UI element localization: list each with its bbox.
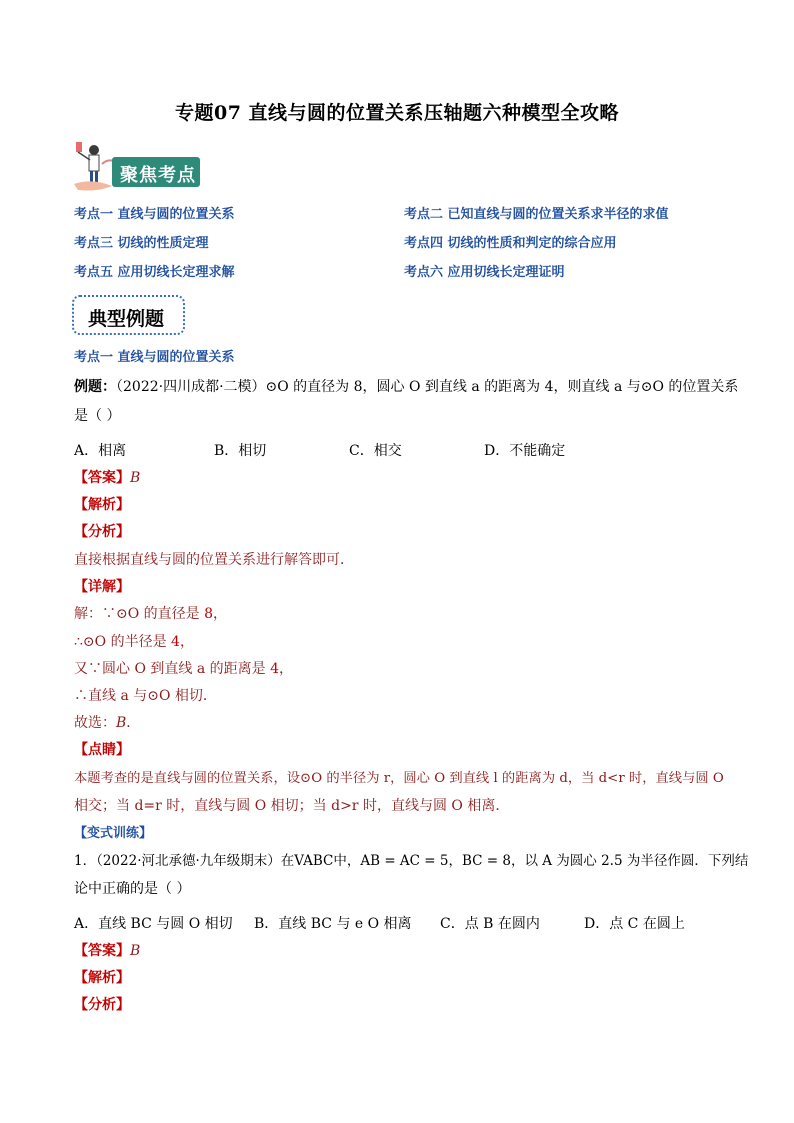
detail-tag: 【详解】 [74, 579, 130, 595]
step-punct: ， [179, 634, 194, 650]
step-text: 解：∵⊙O 的直径是 [74, 606, 205, 622]
variant-option-a: A．直线 BC 与圆 O 相切 [74, 916, 233, 932]
answer-line [74, 467, 140, 487]
comment-line-1: 本题考查的是直线与圆的位置关系，设⊙O 的半径为 r，圆心 O 到直线 l 的距离为 d，当 d<r 时，直线与圆 O [74, 771, 724, 786]
topic-item: 考点五 应用切线长定理求解 [74, 265, 235, 280]
variant-answer-tag: 【答案】 [74, 943, 130, 959]
solution-step [74, 685, 217, 705]
focus-badge [70, 140, 202, 192]
step-text: 故选： [74, 715, 116, 731]
variant-option-d: D．点 C 在圆上 [584, 916, 685, 932]
variant-question-line-1: 1．（2022·河北承德·九年级期末）在VABC中，AB = AC = 5，BC = 8，以 A 为圆心 2.5 为半径作圆．下列结 [74, 853, 749, 869]
comment-tag: 【点睛】 [74, 742, 130, 758]
variant-option-c: C．点 B 在圆内 [440, 916, 540, 932]
step-value: B [116, 715, 127, 731]
topic-item: 考点四 切线的性质和判定的综合应用 [404, 236, 617, 251]
comment-line-2: 相交；当 d=r 时，直线与圆 O 相切；当 d>r 时，直线与圆 O 相离． [74, 798, 510, 814]
topic-item: 考点三 切线的性质定理 [74, 236, 209, 251]
answer-tag: 【答案】 [74, 470, 130, 486]
step-text: 又∵圆心 O 到直线 a 的距离是 [74, 661, 271, 677]
variant-answer-line [74, 940, 140, 960]
variant-analysis-tag: 【解析】 [74, 970, 130, 986]
option-a: A．相离 [74, 443, 127, 459]
section-heading: 考点一 直线与圆的位置关系 [74, 350, 235, 365]
variant-option-b: B．直线 BC 与 e O 相离 [254, 916, 412, 932]
fenxi-tag: 【分析】 [74, 524, 130, 540]
badge-label: 聚焦考点 [120, 165, 196, 186]
question-line-2: 是（ ） [74, 408, 121, 424]
step-punct: ， [213, 606, 228, 622]
variant-answer-value: B [130, 943, 141, 959]
example-header-box [72, 295, 185, 335]
topic-item: 考点一 直线与圆的位置关系 [74, 207, 235, 222]
answer-value: B [130, 470, 141, 486]
topic-item: 考点二 已知直线与圆的位置关系求半径的求值 [404, 207, 669, 222]
solution-step [74, 631, 194, 651]
variant-question-line-2: 论中正确的是（ ） [74, 881, 191, 897]
solution-step [74, 603, 227, 623]
option-d: D．不能确定 [484, 443, 566, 459]
solution-step [74, 658, 293, 678]
step-text: ∴直线 a 与⊙O 相切． [74, 688, 217, 704]
question-line [74, 376, 738, 396]
step-value: 4 [171, 634, 180, 650]
option-c: C．相交 [349, 443, 402, 459]
variant-fenxi-tag: 【分析】 [74, 997, 130, 1013]
step-text: ∴⊙O 的半径是 [74, 634, 172, 650]
variant-header: 【变式训练】 [74, 826, 153, 841]
topic-item: 考点六 应用切线长定理证明 [404, 265, 565, 280]
example-header: 典型例题 [88, 308, 165, 330]
option-b: B．相切 [214, 443, 267, 459]
step-punct: ， [279, 661, 293, 677]
step-punct: ． [126, 715, 141, 731]
step-value: 8 [204, 606, 214, 622]
step-value: 4 [270, 661, 279, 677]
analysis-tag: 【解析】 [74, 497, 130, 513]
solution-step [74, 712, 140, 732]
page-title: 专题07 直线与圆的位置关系压轴题六种模型全攻略 [174, 102, 620, 124]
fenxi-text: 直接根据直线与圆的位置关系进行解答即可． [74, 552, 354, 568]
question-label: 例题： [74, 379, 116, 395]
question-text: （2022·四川成都·二模）⊙O 的直径为 8，圆心 O 到直线 a 的距离为 4，则直线 a 与⊙O 的位置关系 [116, 379, 739, 395]
